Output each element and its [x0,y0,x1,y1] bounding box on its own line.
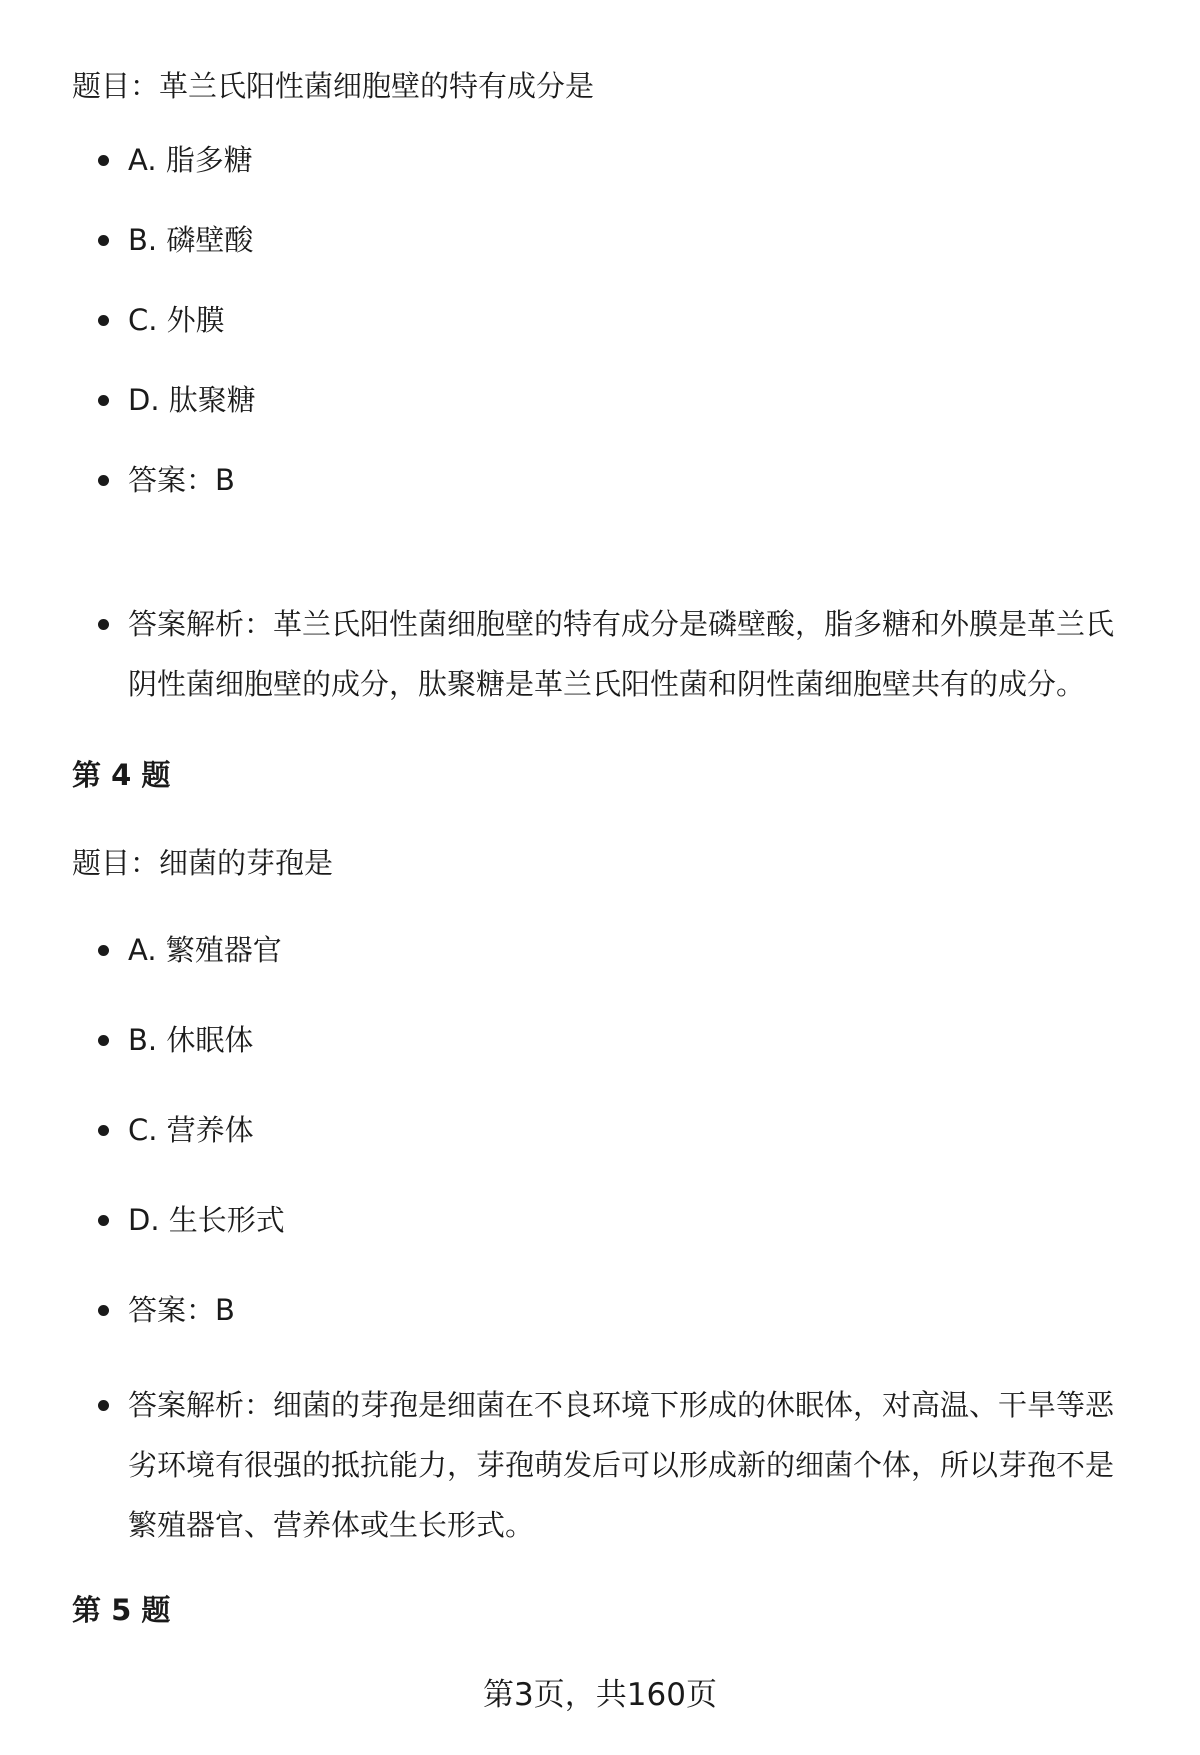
question-5-heading: 第 5 题 [72,1593,171,1627]
question-4-option-b: B. 休眠体 [128,1010,1138,1070]
question-3-option-c: C. 外膜 [128,290,1138,350]
question-4-explanation: 答案解析：细菌的芽孢是细菌在不良环境下形成的休眠体，对高温、干旱等恶劣环境有很强的抵抗能力，芽孢萌发后可以形成新的细菌个体，所以芽孢不是繁殖器官、营养体或生长形式。 [128,1375,1138,1555]
question-4-option-d: D. 生长形式 [128,1190,1138,1250]
question-4-answer: 答案：B [128,1280,1138,1340]
question-4-heading: 第 4 题 [72,758,171,792]
question-3-stem: 题目：革兰氏阳性菌细胞壁的特有成分是 [72,69,595,103]
question-4-option-c: C. 营养体 [128,1100,1138,1160]
question-3-answer: 答案：B [128,450,1138,510]
question-4-stem: 题目：细菌的芽孢是 [72,846,334,880]
question-3-option-b: B. 磷壁酸 [128,210,1138,270]
page-number-footer: 第3页，共160页 [483,1677,717,1713]
question-4-option-a: A. 繁殖器官 [128,920,1138,980]
question-3-option-d: D. 肽聚糖 [128,370,1138,430]
question-3-option-a: A. 脂多糖 [128,130,1138,190]
question-3-explanation: 答案解析：革兰氏阳性菌细胞壁的特有成分是磷壁酸，脂多糖和外膜是革兰氏阴性菌细胞壁的成分，肽聚糖是革兰氏阳性菌和阴性菌细胞壁共有的成分。 [128,594,1138,714]
